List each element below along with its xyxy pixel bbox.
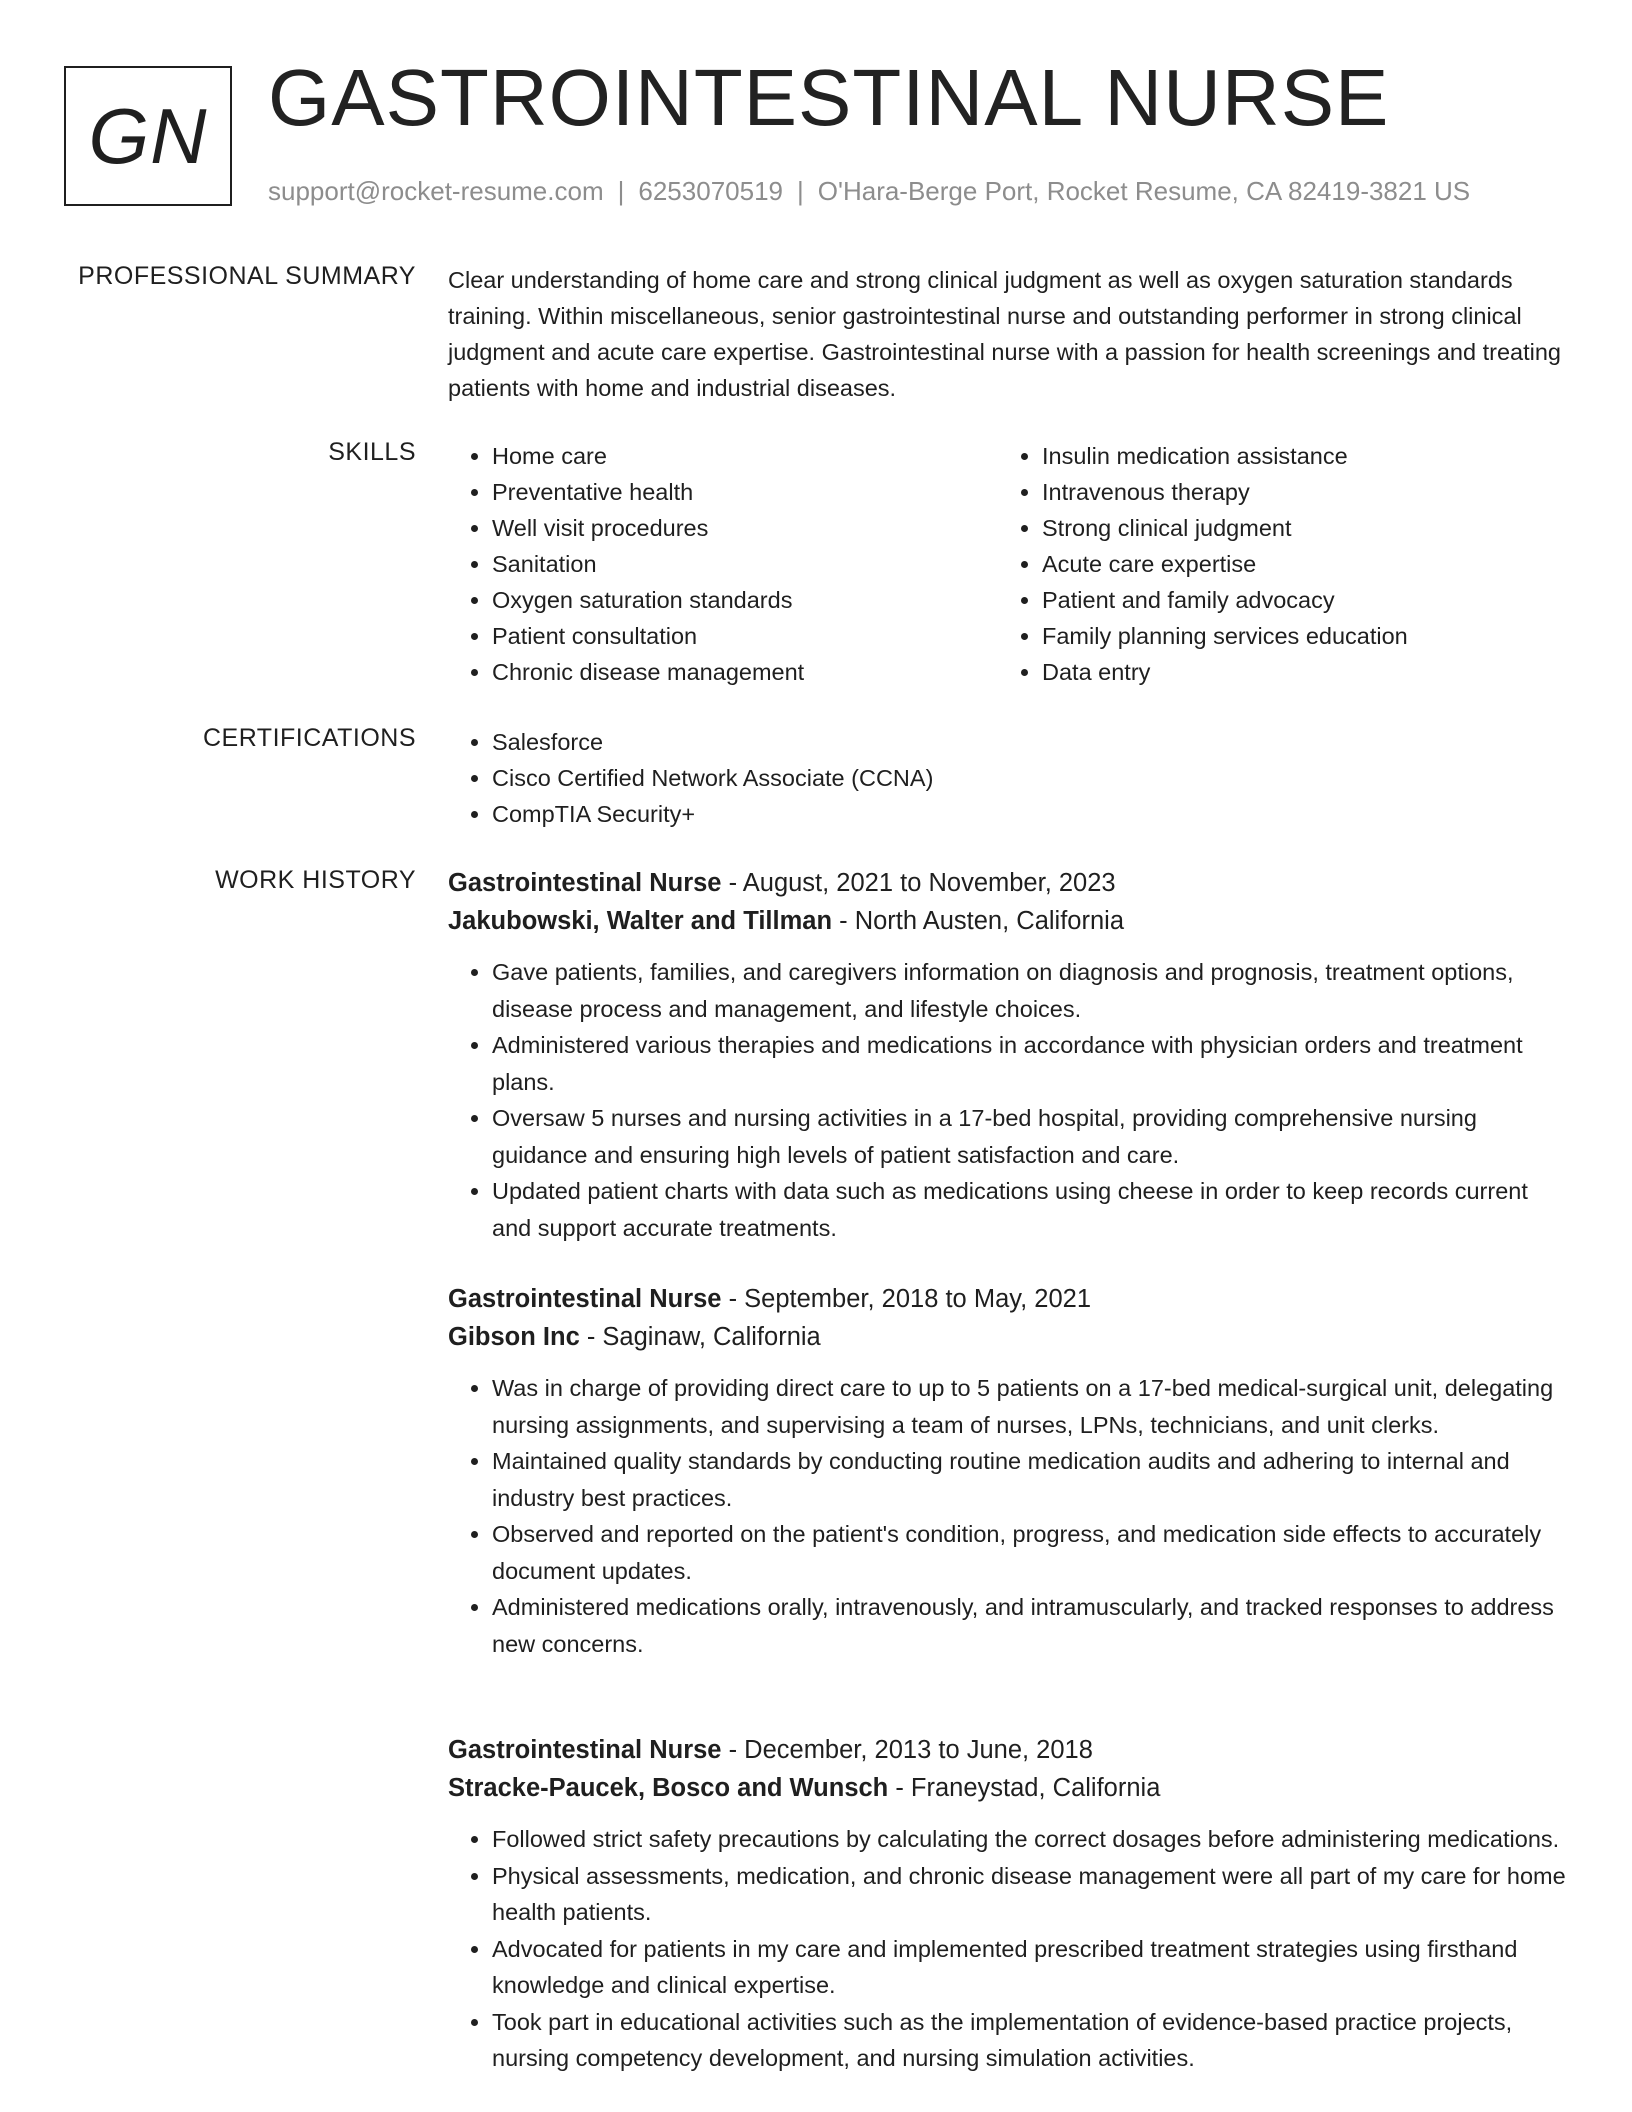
job-bullet: • Took part in educational activities such as the implementation of evidence-based practice projects, nursing competency development, and nursing simulation activities. xyxy=(492,2004,1568,2077)
skill-item: • Oxygen saturation standards xyxy=(492,582,988,618)
job-company-line xyxy=(448,902,1568,940)
skills-column-left xyxy=(448,438,988,690)
job-bullet: • Gave patients, families, and caregivers information on diagnosis and prognosis, treatment options, disease process and management, and lifestyle choices. xyxy=(492,954,1568,1027)
job-bullet: • Physical assessments, medication, and chronic disease management were all part of my care for home health patients. xyxy=(492,1858,1568,1931)
skill-item: • Patient consultation xyxy=(492,618,988,654)
candidate-title: GASTROINTESTINAL NURSE xyxy=(268,53,1390,142)
skill-item: • Strong clinical judgment xyxy=(1042,510,1538,546)
job-location: - Saginaw, California xyxy=(579,1323,821,1351)
job-company: Jakubowski, Walter and Tillman xyxy=(448,907,833,935)
job-entry xyxy=(448,1280,1568,1662)
contact-separator: | xyxy=(617,176,625,206)
address-text: O'Hara-Berge Port, Rocket Resume, CA 82419-3821 US xyxy=(817,176,1471,206)
job-role: Gastrointestinal Nurse xyxy=(448,1285,722,1313)
skill-item: • Intravenous therapy xyxy=(1042,474,1538,510)
skill-item: • Preventative health xyxy=(492,474,988,510)
section-title-skills: SKILLS xyxy=(328,438,416,466)
job-bullet: • Followed strict safety precautions by calculating the correct dosages before administering medications. xyxy=(492,1821,1568,1858)
job-bullets xyxy=(448,954,1568,1246)
job-company-line xyxy=(448,1769,1568,1807)
monogram-logo: GN xyxy=(64,66,232,206)
skill-item: • Acute care expertise xyxy=(1042,546,1538,582)
job-company: Stracke-Paucek, Bosco and Wunsch xyxy=(448,1774,889,1802)
certification-item: • Salesforce xyxy=(492,724,1568,760)
job-role-line xyxy=(448,864,1568,902)
skill-item: • Data entry xyxy=(1042,654,1538,690)
job-bullets xyxy=(448,1821,1568,2077)
certification-item: • Cisco Certified Network Associate (CCNA) xyxy=(492,760,1568,796)
section-title-summary: PROFESSIONAL SUMMARY xyxy=(78,262,416,290)
job-role-line xyxy=(448,1731,1568,1769)
job-dates: - August, 2021 to November, 2023 xyxy=(721,869,1116,897)
job-bullet: • Was in charge of providing direct care to up to 5 patients on a 17-bed medical-surgical unit, delegating nursing assignments, and supervising a team of nurses, LPNs, technicians, and unit clerks. xyxy=(492,1370,1568,1443)
skill-item: • Well visit procedures xyxy=(492,510,988,546)
job-dates: - December, 2013 to June, 2018 xyxy=(721,1736,1093,1764)
contact-line xyxy=(268,176,1470,207)
skill-item: • Chronic disease management xyxy=(492,654,988,690)
job-entry xyxy=(448,864,1568,1246)
job-bullet: • Administered medications orally, intravenously, and intramuscularly, and tracked responses to address new concerns. xyxy=(492,1589,1568,1662)
section-title-certifications: CERTIFICATIONS xyxy=(202,724,416,752)
job-bullet: • Administered various therapies and medications in accordance with physician orders and treatment plans. xyxy=(492,1027,1568,1100)
certification-item: • CompTIA Security+ xyxy=(492,796,1568,832)
job-bullet: • Observed and reported on the patient's condition, progress, and medication side effects to accurately document updates. xyxy=(492,1516,1568,1589)
skill-item: • Family planning services education xyxy=(1042,618,1538,654)
job-company-line xyxy=(448,1318,1568,1356)
job-role: Gastrointestinal Nurse xyxy=(448,869,722,897)
job-bullets xyxy=(448,1370,1568,1662)
job-location: - Franeystad, California xyxy=(888,1774,1161,1802)
job-bullet: • Maintained quality standards by conducting routine medication audits and adhering to internal and industry best practices. xyxy=(492,1443,1568,1516)
job-bullet: • Oversaw 5 nurses and nursing activities in a 17-bed hospital, providing comprehensive nursing guidance and ensuring high levels of patient satisfaction and care. xyxy=(492,1100,1568,1173)
certifications-body xyxy=(448,724,1568,832)
section-title-work-history: WORK HISTORY xyxy=(215,866,416,894)
job-entry xyxy=(448,1731,1568,2077)
email-text: support@rocket-resume.com xyxy=(268,176,604,206)
contact-separator: | xyxy=(797,176,804,206)
skill-item: • Sanitation xyxy=(492,546,988,582)
job-location: - North Austen, California xyxy=(832,907,1124,935)
job-role-line xyxy=(448,1280,1568,1318)
job-role: Gastrointestinal Nurse xyxy=(448,1736,722,1764)
skill-item: • Patient and family advocacy xyxy=(1042,582,1538,618)
job-company: Gibson Inc xyxy=(448,1323,580,1351)
job-bullet: • Advocated for patients in my care and implemented prescribed treatment strategies using firsthand knowledge and clinical expertise. xyxy=(492,1931,1568,2004)
skill-item: • Home care xyxy=(492,438,988,474)
job-bullet: • Updated patient charts with data such as medications using cheese in order to keep records current and support accurate treatments. xyxy=(492,1173,1568,1246)
skills-column-right xyxy=(998,438,1538,690)
skill-item: • Insulin medication assistance xyxy=(1042,438,1538,474)
summary-text: Clear understanding of home care and strong clinical judgment as well as oxygen saturation standards training. Within miscellaneous, senior gastrointestinal nurse and outstanding performer in strong clinical judgment and acute care expertise. Gastrointestinal nurse with a passion for health screenings and treating patients with home and industrial diseases. xyxy=(448,267,1561,401)
job-dates: - September, 2018 to May, 2021 xyxy=(721,1285,1092,1313)
phone-text: 6253070519 xyxy=(638,176,783,206)
